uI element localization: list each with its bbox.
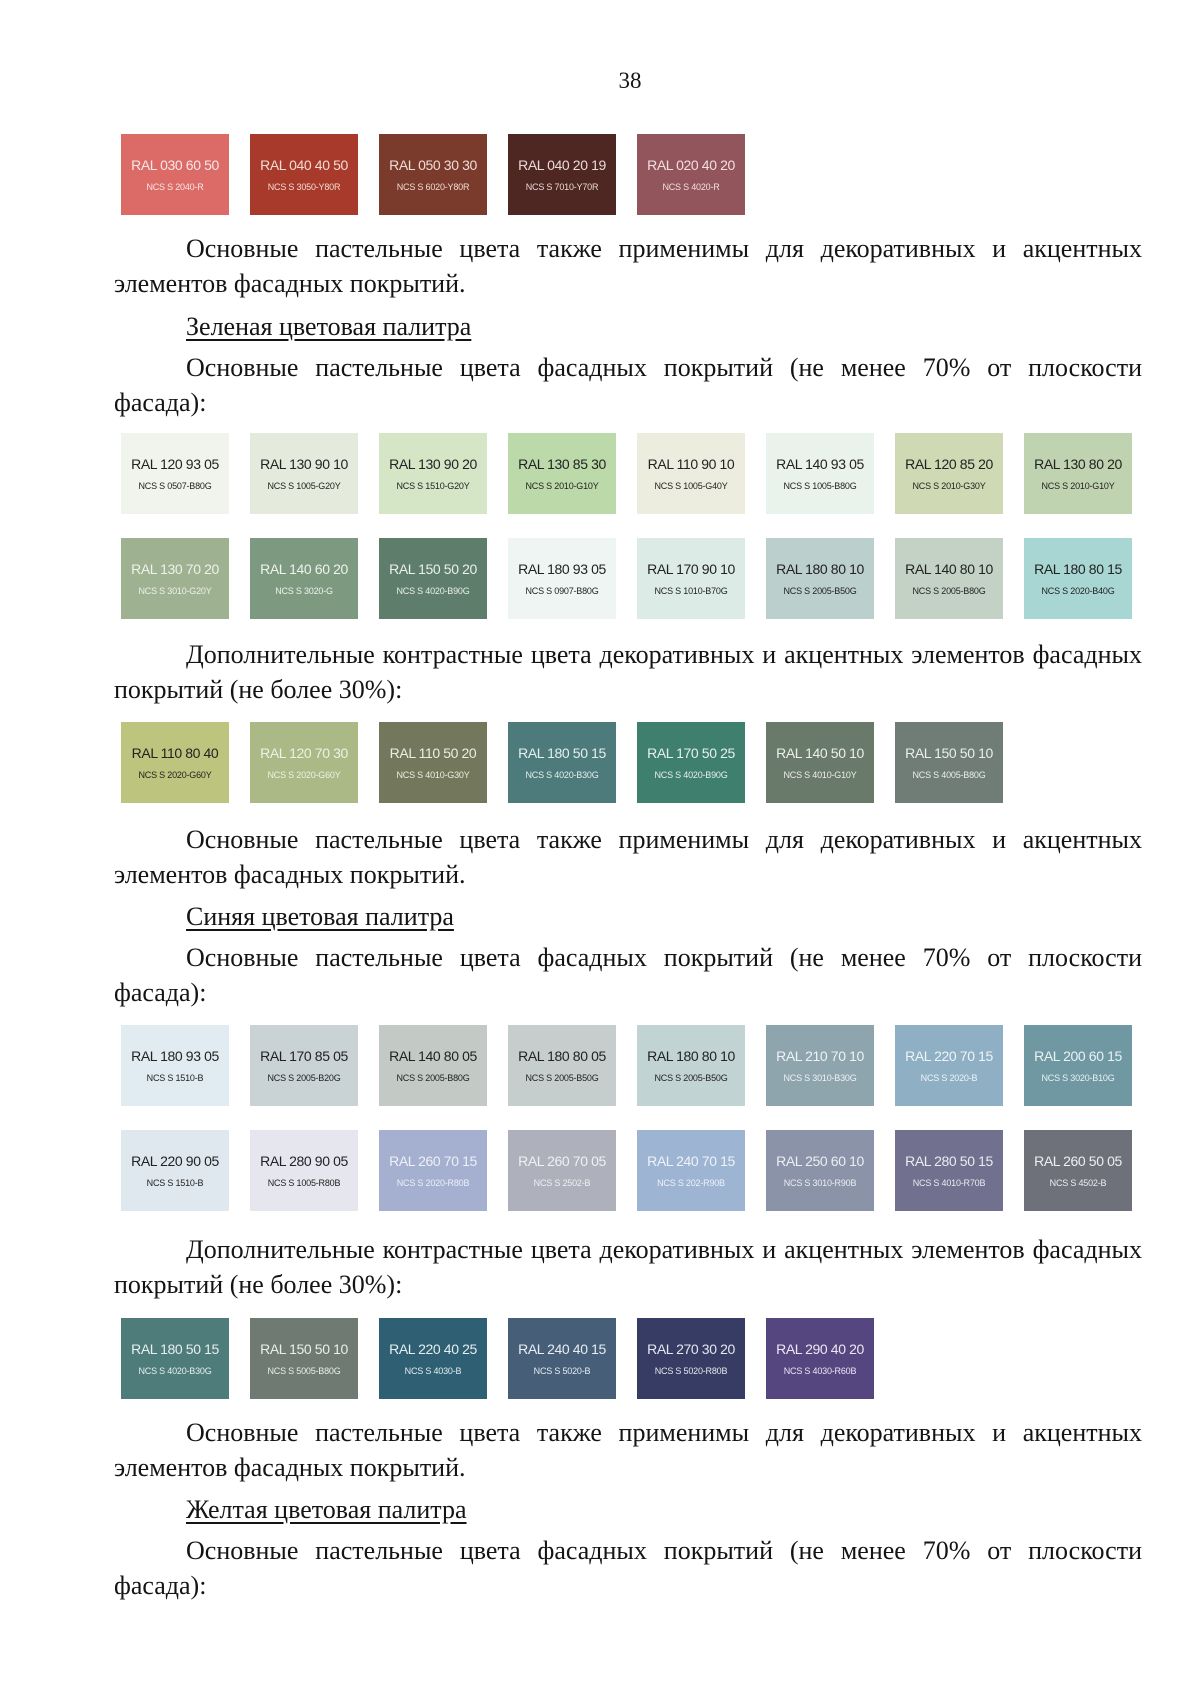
swatch-ncs-code: NCS S 2010-G30Y xyxy=(912,481,986,491)
swatch-ncs-code: NCS S 2005-B50G xyxy=(654,1073,728,1083)
color-swatch xyxy=(508,1318,616,1399)
swatch-ral-code: RAL 030 60 50 xyxy=(131,157,219,173)
swatch-ral-code: RAL 140 60 20 xyxy=(260,561,348,577)
swatch-ncs-code: NCS S 5020-R80B xyxy=(654,1366,728,1376)
color-swatch xyxy=(895,1130,1003,1211)
paragraph-pastel-also-3: Основные пастельные цвета также применимы для декоративных и акцентных элементов фасадных покрытий. xyxy=(114,1418,1142,1482)
swatch-ral-code: RAL 180 93 05 xyxy=(131,1048,219,1064)
color-swatch xyxy=(250,134,358,215)
swatch-ncs-code: NCS S 5020-B xyxy=(533,1366,591,1376)
swatch-ncs-code: NCS S 4020-B90G xyxy=(396,586,470,596)
color-swatch xyxy=(379,1130,487,1211)
swatch-ncs-code: NCS S 3010-B30G xyxy=(783,1073,857,1083)
swatch-ral-code: RAL 250 60 10 xyxy=(776,1153,864,1169)
swatch-ral-code: RAL 180 80 10 xyxy=(647,1048,735,1064)
swatch-ncs-code: NCS S 2005-B50G xyxy=(525,1073,599,1083)
swatch-ncs-code: NCS S 1510-B xyxy=(146,1178,204,1188)
swatch-ncs-code: NCS S 7010-Y70R xyxy=(525,182,599,192)
swatch-ral-code: RAL 150 50 10 xyxy=(905,745,993,761)
color-swatch xyxy=(637,538,745,619)
swatch-ral-code: RAL 020 40 20 xyxy=(647,157,735,173)
swatch-ral-code: RAL 040 40 50 xyxy=(260,157,348,173)
swatch-ncs-code: NCS S 2020-G60Y xyxy=(138,770,212,780)
swatch-ncs-code: NCS S 1005-G40Y xyxy=(654,481,728,491)
swatch-ncs-code: NCS S 2005-B80G xyxy=(912,586,986,596)
color-swatch xyxy=(121,722,229,803)
swatch-ral-code: RAL 270 30 20 xyxy=(647,1341,735,1357)
swatch-ral-code: RAL 040 20 19 xyxy=(518,157,606,173)
blue-accent-row xyxy=(121,1318,874,1399)
swatch-ncs-code: NCS S 1010-B70G xyxy=(654,586,728,596)
color-swatch xyxy=(895,722,1003,803)
swatch-ncs-code: NCS S 4020-B30G xyxy=(525,770,599,780)
color-swatch xyxy=(250,433,358,514)
blue-main-row-1 xyxy=(121,1025,1132,1106)
paragraph-blue-main: Основные пастельные цвета фасадных покрытий (не менее 70% от плоскости фасада): xyxy=(114,943,1142,1007)
color-swatch xyxy=(250,1130,358,1211)
swatch-ral-code: RAL 290 40 20 xyxy=(776,1341,864,1357)
swatch-ncs-code: NCS S 3050-Y80R xyxy=(267,182,341,192)
swatch-ral-code: RAL 120 85 20 xyxy=(905,456,993,472)
color-swatch xyxy=(121,1025,229,1106)
paragraph-pastel-also-1: Основные пастельные цвета также применимы для декоративных и акцентных элементов фасадных покрытий. xyxy=(114,234,1142,298)
color-swatch xyxy=(895,538,1003,619)
swatch-ral-code: RAL 210 70 10 xyxy=(776,1048,864,1064)
swatch-ral-code: RAL 140 93 05 xyxy=(776,456,864,472)
swatch-ncs-code: NCS S 4010-R70B xyxy=(912,1178,986,1188)
swatch-ncs-code: NCS S 1510-G20Y xyxy=(396,481,470,491)
color-swatch xyxy=(766,1130,874,1211)
color-swatch xyxy=(766,722,874,803)
swatch-ral-code: RAL 130 70 20 xyxy=(131,561,219,577)
swatch-ncs-code: NCS S 4005-B80G xyxy=(912,770,986,780)
color-swatch xyxy=(766,1318,874,1399)
swatch-ral-code: RAL 170 50 25 xyxy=(647,745,735,761)
swatch-ncs-code: NCS S 1005-G20Y xyxy=(267,481,341,491)
color-swatch xyxy=(379,1318,487,1399)
color-swatch xyxy=(121,1130,229,1211)
color-swatch xyxy=(1024,1130,1132,1211)
swatch-ral-code: RAL 200 60 15 xyxy=(1034,1048,1122,1064)
paragraph-yellow-main: Основные пастельные цвета фасадных покрытий (не менее 70% от плоскости фасада): xyxy=(114,1536,1142,1600)
swatch-ral-code: RAL 170 85 05 xyxy=(260,1048,348,1064)
color-swatch xyxy=(1024,433,1132,514)
color-swatch xyxy=(637,1318,745,1399)
swatch-ral-code: RAL 140 50 10 xyxy=(776,745,864,761)
swatch-ral-code: RAL 110 50 20 xyxy=(389,745,477,761)
color-swatch xyxy=(508,722,616,803)
swatch-ral-code: RAL 220 70 15 xyxy=(905,1048,993,1064)
paragraph-pastel-also-2: Основные пастельные цвета также применимы для декоративных и акцентных элементов фасадных покрытий. xyxy=(114,825,1142,889)
swatch-ncs-code: NCS S 2010-G10Y xyxy=(525,481,599,491)
swatch-ral-code: RAL 150 50 20 xyxy=(389,561,477,577)
color-swatch xyxy=(637,134,745,215)
swatch-ral-code: RAL 240 40 15 xyxy=(518,1341,606,1357)
swatch-ncs-code: NCS S 6020-Y80R xyxy=(396,182,470,192)
swatch-ncs-code: NCS S 4010-G10Y xyxy=(783,770,857,780)
swatch-ncs-code: NCS S 3010-R90B xyxy=(783,1178,857,1188)
swatch-ral-code: RAL 130 90 10 xyxy=(260,456,348,472)
swatch-ncs-code: NCS S 2502-B xyxy=(533,1178,591,1188)
swatch-ral-code: RAL 180 50 15 xyxy=(131,1341,219,1357)
swatch-ral-code: RAL 180 93 05 xyxy=(518,561,606,577)
color-swatch xyxy=(1024,1025,1132,1106)
swatch-ral-code: RAL 260 70 15 xyxy=(389,1153,477,1169)
swatch-ncs-code: NCS S 4030-R60B xyxy=(783,1366,857,1376)
swatch-ral-code: RAL 120 70 30 xyxy=(260,745,348,761)
color-swatch xyxy=(766,433,874,514)
swatch-ncs-code: NCS S 2020-G60Y xyxy=(267,770,341,780)
swatch-ncs-code: NCS S 4020-B30G xyxy=(138,1366,212,1376)
color-swatch xyxy=(508,1025,616,1106)
swatch-ncs-code: NCS S 2005-B20G xyxy=(267,1073,341,1083)
swatch-ral-code: RAL 220 40 25 xyxy=(389,1341,477,1357)
swatch-ral-code: RAL 140 80 05 xyxy=(389,1048,477,1064)
swatch-ral-code: RAL 240 70 15 xyxy=(647,1153,735,1169)
swatch-ncs-code: NCS S 5005-B80G xyxy=(267,1366,341,1376)
color-swatch xyxy=(379,538,487,619)
color-swatch xyxy=(121,1318,229,1399)
swatch-ral-code: RAL 180 80 05 xyxy=(518,1048,606,1064)
color-swatch xyxy=(379,1025,487,1106)
swatch-ncs-code: NCS S 2010-G10Y xyxy=(1041,481,1115,491)
color-swatch xyxy=(379,722,487,803)
swatch-ncs-code: NCS S 2020-B xyxy=(920,1073,978,1083)
swatch-ral-code: RAL 110 90 10 xyxy=(647,456,735,472)
color-swatch xyxy=(121,433,229,514)
blue-main-row-2 xyxy=(121,1130,1132,1211)
swatch-ral-code: RAL 110 80 40 xyxy=(131,745,219,761)
swatch-ncs-code: NCS S 0507-B80G xyxy=(138,481,212,491)
color-swatch xyxy=(508,433,616,514)
swatch-ral-code: RAL 150 50 10 xyxy=(260,1341,348,1357)
swatch-ral-code: RAL 280 90 05 xyxy=(260,1153,348,1169)
color-swatch xyxy=(121,538,229,619)
paragraph-green-main: Основные пастельные цвета фасадных покрытий (не менее 70% от плоскости фасада): xyxy=(114,353,1142,417)
color-swatch xyxy=(121,134,229,215)
heading-yellow-palette: Желтая цветовая палитра xyxy=(186,1495,467,1524)
color-swatch xyxy=(895,1025,1003,1106)
color-swatch xyxy=(895,433,1003,514)
color-swatch xyxy=(508,1130,616,1211)
swatch-ncs-code: NCS S 4502-B xyxy=(1049,1178,1107,1188)
swatch-ncs-code: NCS S 4020-B90G xyxy=(654,770,728,780)
color-swatch xyxy=(508,134,616,215)
color-swatch xyxy=(637,722,745,803)
swatch-ncs-code: NCS S 202-R90B xyxy=(657,1178,725,1188)
swatch-ral-code: RAL 180 80 15 xyxy=(1034,561,1122,577)
swatch-ncs-code: NCS S 4020-R xyxy=(662,182,720,192)
swatch-ral-code: RAL 130 80 20 xyxy=(1034,456,1122,472)
swatch-ral-code: RAL 120 93 05 xyxy=(131,456,219,472)
paragraph-green-accent: Дополнительные контрастные цвета декоративных и акцентных элементов фасадных покрытий (не более 30%): xyxy=(114,640,1142,704)
swatch-ral-code: RAL 180 50 15 xyxy=(518,745,606,761)
color-swatch xyxy=(250,538,358,619)
color-swatch xyxy=(766,1025,874,1106)
swatch-ral-code: RAL 050 30 30 xyxy=(389,157,477,173)
swatch-ncs-code: NCS S 2005-B50G xyxy=(783,586,857,596)
swatch-ncs-code: NCS S 2020-R80B xyxy=(396,1178,470,1188)
color-swatch xyxy=(250,722,358,803)
heading-green-palette: Зеленая цветовая палитра xyxy=(186,312,472,341)
paragraph-blue-accent: Дополнительные контрастные цвета декоративных и акцентных элементов фасадных покрытий (не более 30%): xyxy=(114,1235,1142,1299)
swatch-ncs-code: NCS S 2020-B40G xyxy=(1041,586,1115,596)
green-main-row-1 xyxy=(121,433,1132,514)
color-swatch xyxy=(637,1130,745,1211)
color-swatch xyxy=(637,433,745,514)
swatch-ncs-code: NCS S 1510-B xyxy=(146,1073,204,1083)
swatch-ncs-code: NCS S 3010-G20Y xyxy=(138,586,212,596)
swatch-ral-code: RAL 170 90 10 xyxy=(647,561,735,577)
swatch-ral-code: RAL 260 50 05 xyxy=(1034,1153,1122,1169)
color-swatch xyxy=(508,538,616,619)
color-swatch xyxy=(1024,538,1132,619)
swatch-ral-code: RAL 130 90 20 xyxy=(389,456,477,472)
swatch-ral-code: RAL 130 85 30 xyxy=(518,456,606,472)
swatch-ral-code: RAL 220 90 05 xyxy=(131,1153,219,1169)
swatch-ncs-code: NCS S 4030-B xyxy=(404,1366,462,1376)
swatch-ncs-code: NCS S 0907-B80G xyxy=(525,586,599,596)
swatch-ral-code: RAL 140 80 10 xyxy=(905,561,993,577)
green-accent-row xyxy=(121,722,1003,803)
swatch-ral-code: RAL 180 80 10 xyxy=(776,561,864,577)
swatch-ncs-code: NCS S 1005-B80G xyxy=(783,481,857,491)
swatch-ncs-code: NCS S 2005-B80G xyxy=(396,1073,470,1083)
swatch-ncs-code: NCS S 3020-B10G xyxy=(1041,1073,1115,1083)
page-number: 38 xyxy=(618,68,642,93)
color-swatch xyxy=(637,1025,745,1106)
swatch-ncs-code: NCS S 1005-R80B xyxy=(267,1178,341,1188)
swatch-ral-code: RAL 260 70 05 xyxy=(518,1153,606,1169)
color-swatch xyxy=(250,1318,358,1399)
swatch-ncs-code: NCS S 3020-G xyxy=(275,586,333,596)
swatch-ncs-code: NCS S 4010-G30Y xyxy=(396,770,470,780)
swatch-ral-code: RAL 280 50 15 xyxy=(905,1153,993,1169)
green-main-row-2 xyxy=(121,538,1132,619)
color-swatch xyxy=(379,433,487,514)
heading-blue-palette: Синяя цветовая палитра xyxy=(186,902,454,931)
color-swatch xyxy=(379,134,487,215)
color-swatch xyxy=(766,538,874,619)
swatch-ncs-code: NCS S 2040-R xyxy=(146,182,204,192)
red-palette-row xyxy=(121,134,745,215)
color-swatch xyxy=(250,1025,358,1106)
